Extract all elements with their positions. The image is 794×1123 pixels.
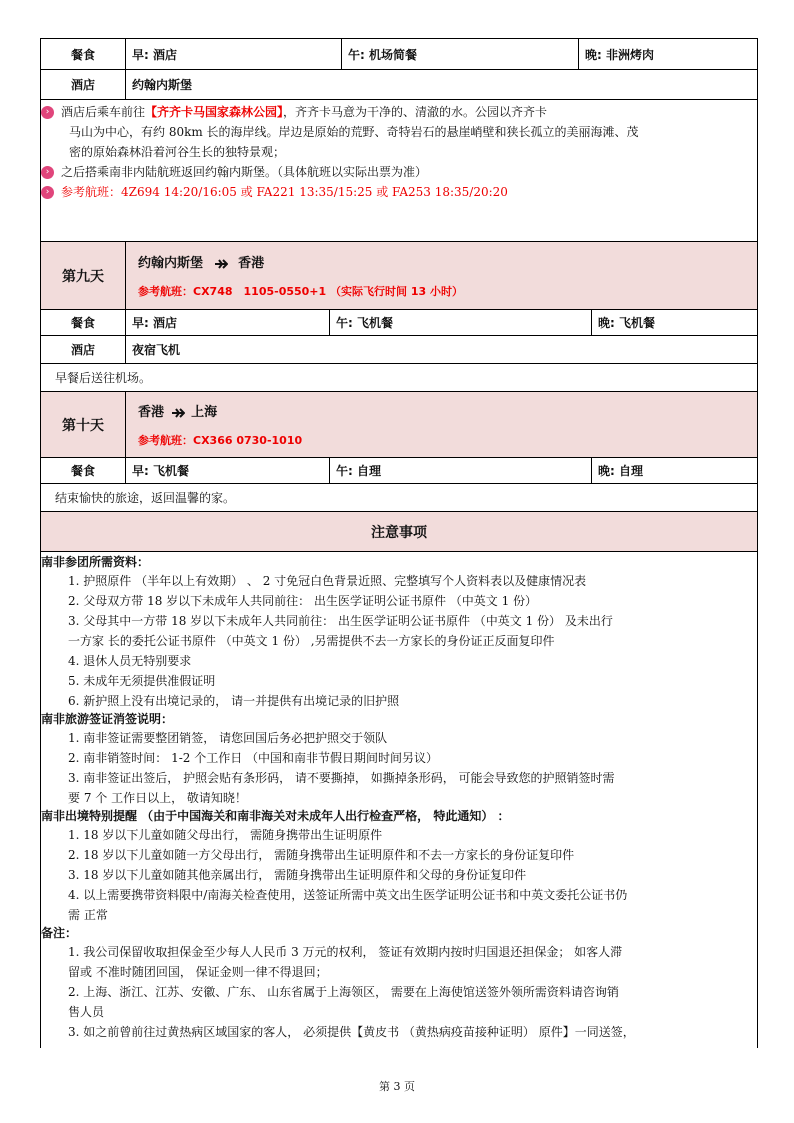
section-visa-cancellation: 南非旅游签证消签说明： [41,712,174,726]
breakfast: 早: 酒店 [125,39,341,69]
airplane-icon [171,407,185,419]
note-item: 1. 护照原件 （半年以上有效期） 、 2 寸免冠白色背景近照、完整填写个人资料表以及健康情况表 [68,574,587,588]
note-item: 3. 父母其中一方带 18 岁以下未成年人共同前往： 出生医学证明公证书原件 （中英文 1 份） 及未出行 [68,614,613,628]
park-highlight: 【齐齐卡马国家森林公园】 [145,105,284,119]
day9-flight: 参考航班：CX748 1105-0550+1 （实际飞行时间 13 小时） [138,285,463,298]
day9-description: 早餐后送往机场。 [40,364,758,392]
page-number: 第 3 页 [379,1080,415,1093]
bullet-icon: › [41,106,54,119]
note-item: 6. 新护照上没有出境记录的， 请一并提供有出境记录的旧护照 [68,694,400,708]
day10-route-cell [125,392,757,457]
hotel-label: 酒店 [70,343,95,357]
note-item: 3. 南非签证出签后， 护照会贴有条形码， 请不要撕掉， 如撕掉条形码， 可能会导致您的护照销签时需 [68,771,615,785]
day9-route: 约翰内斯堡 香港 [138,256,265,271]
day9-title: 第九天 [62,268,104,285]
breakfast: 早: 飞机餐 [125,458,329,483]
note-item: 一方家 长的委托公证书原件 （中英文 1 份） ,另需提供不去一方家长的身份证正反面复印件 [68,634,555,648]
bullet-icon: › [41,186,54,199]
lunch: 午: 自理 [329,458,591,483]
hotel-name: 夜宿飞机 [125,336,757,363]
dinner: 晚: 自理 [591,458,757,483]
note-item: 3. 如之前曾前往过黄热病区域国家的客人， 必须提供【黄皮书 （黄热病疫苗接种证明） 原件】一同送签， [68,1025,635,1039]
day8-meal-row [40,38,758,70]
note-item: 4. 退休人员无特别要求 [68,654,192,668]
notes-title: 注意事项 [371,524,427,541]
day10-title: 第十天 [62,417,104,434]
meal-label: 餐食 [70,464,95,478]
note-item: 5. 未成年无须提供准假证明 [68,674,216,688]
note-item: 2. 上海、浙江、江苏、安徽、广东、 山东省属于上海领区， 需要在上海使馆送签外领所需资料请咨询销 [68,985,619,999]
note-item: 2. 父母双方带 18 岁以下未成年人共同前往： 出生医学证明公证书原件 （中英文 1 份） [68,594,538,608]
note-item: 留或 不准时随团回国， 保证金则一律不得退回； [68,965,328,979]
breakfast: 早: 酒店 [125,310,329,335]
dinner: 晚: 飞机餐 [591,310,757,335]
bullet-icon: › [41,166,54,179]
note-item: 售人员 [68,1005,105,1019]
dinner: 晚: 非洲烤肉 [578,39,757,69]
note-item: 4. 以上需要携带资料限中/南海关检查使用，送签证所需中英文出生医学证明公证书和中英文委托公证书仍 [68,888,628,902]
day10-header [40,392,758,458]
lunch: 午: 飞机餐 [329,310,591,335]
meal-label: 餐食 [70,47,95,62]
note-item: 1. 我公司保留收取担保金至少每人人民币 3 万元的权利， 签证有效期内按时归国退还担保金； 如客人滞 [68,945,623,959]
note-item: 2. 南非销签时间： 1-2 个工作日 （中国和南非节假日期间时间另议） [68,751,439,765]
airplane-icon [214,258,228,270]
day9-route-cell [125,242,757,309]
hotel-label: 酒店 [70,78,95,92]
lunch: 午: 机场简餐 [341,39,578,69]
day8-paragraph-1-line2: 马山为中心，有约 80km 长的海岸线。岸边是原始的荒野、奇特岩石的悬崖峭壁和狭长孤立的美丽海滩、茂 [69,125,639,139]
notes-heading-row [40,512,758,552]
day8-hotel-row [40,70,758,100]
day10-flight: 参考航班：CX366 0730-1010 [138,434,303,447]
note-item: 需 正常 [68,908,108,922]
note-item: 要 7 个 工作日以上， 敬请知晓！ [68,791,247,805]
section-remarks: 备注： [41,926,78,940]
note-item: 1. 18 岁以下儿童如随父母出行， 需随身携带出生证明原件 [68,828,383,842]
notes-body [40,552,758,1048]
day9-header [40,242,758,310]
day9-hotel-row [40,336,758,364]
section-required-documents: 南非参团所需资料： [41,555,150,569]
section-exit-reminder: 南非出境特别提醒 （由于中国海关和南非海关对未成年人出行检查严格， 特此通知） ： [41,809,510,823]
day8-description [40,100,758,242]
day9-meal-row [40,310,758,336]
note-item: 3. 18 岁以下儿童如随其他亲属出行， 需随身携带出生证明原件和父母的身份证复印件 [68,868,527,882]
meal-label: 餐食 [70,316,95,330]
day8-paragraph-1: › 酒店后乘车前往【齐齐卡马国家森林公园】，齐齐卡马意为干净的、清澈的水。公园以齐齐卡 [41,102,753,122]
note-item: 2. 18 岁以下儿童如随一方父母出行， 需随身携带出生证明原件和不去一方家长的身份证复印件 [68,848,575,862]
hotel-name: 约翰内斯堡 [125,70,757,99]
day8-paragraph-1-line3: 密的原始森林沿着河谷生长的独特景观； [69,145,286,159]
itinerary-page [40,38,758,1048]
day10-description: 结束愉快的旅途，返回温馨的家。 [40,484,758,512]
day8-paragraph-2: › 之后搭乘南非内陆航班返回约翰内斯堡。（具体航班以实际出票为准） [41,162,753,182]
day8-paragraph-3: › 参考航班：4Z694 14:20/16:05 或 FA221 13:35/15:25 或 FA253 18:35/20:20 [41,182,753,202]
note-item: 1. 南非签证需要整团销签， 请您回国后务必把护照交于领队 [68,731,388,745]
day10-meal-row [40,458,758,484]
day10-route: 香港 上海 [138,405,218,420]
